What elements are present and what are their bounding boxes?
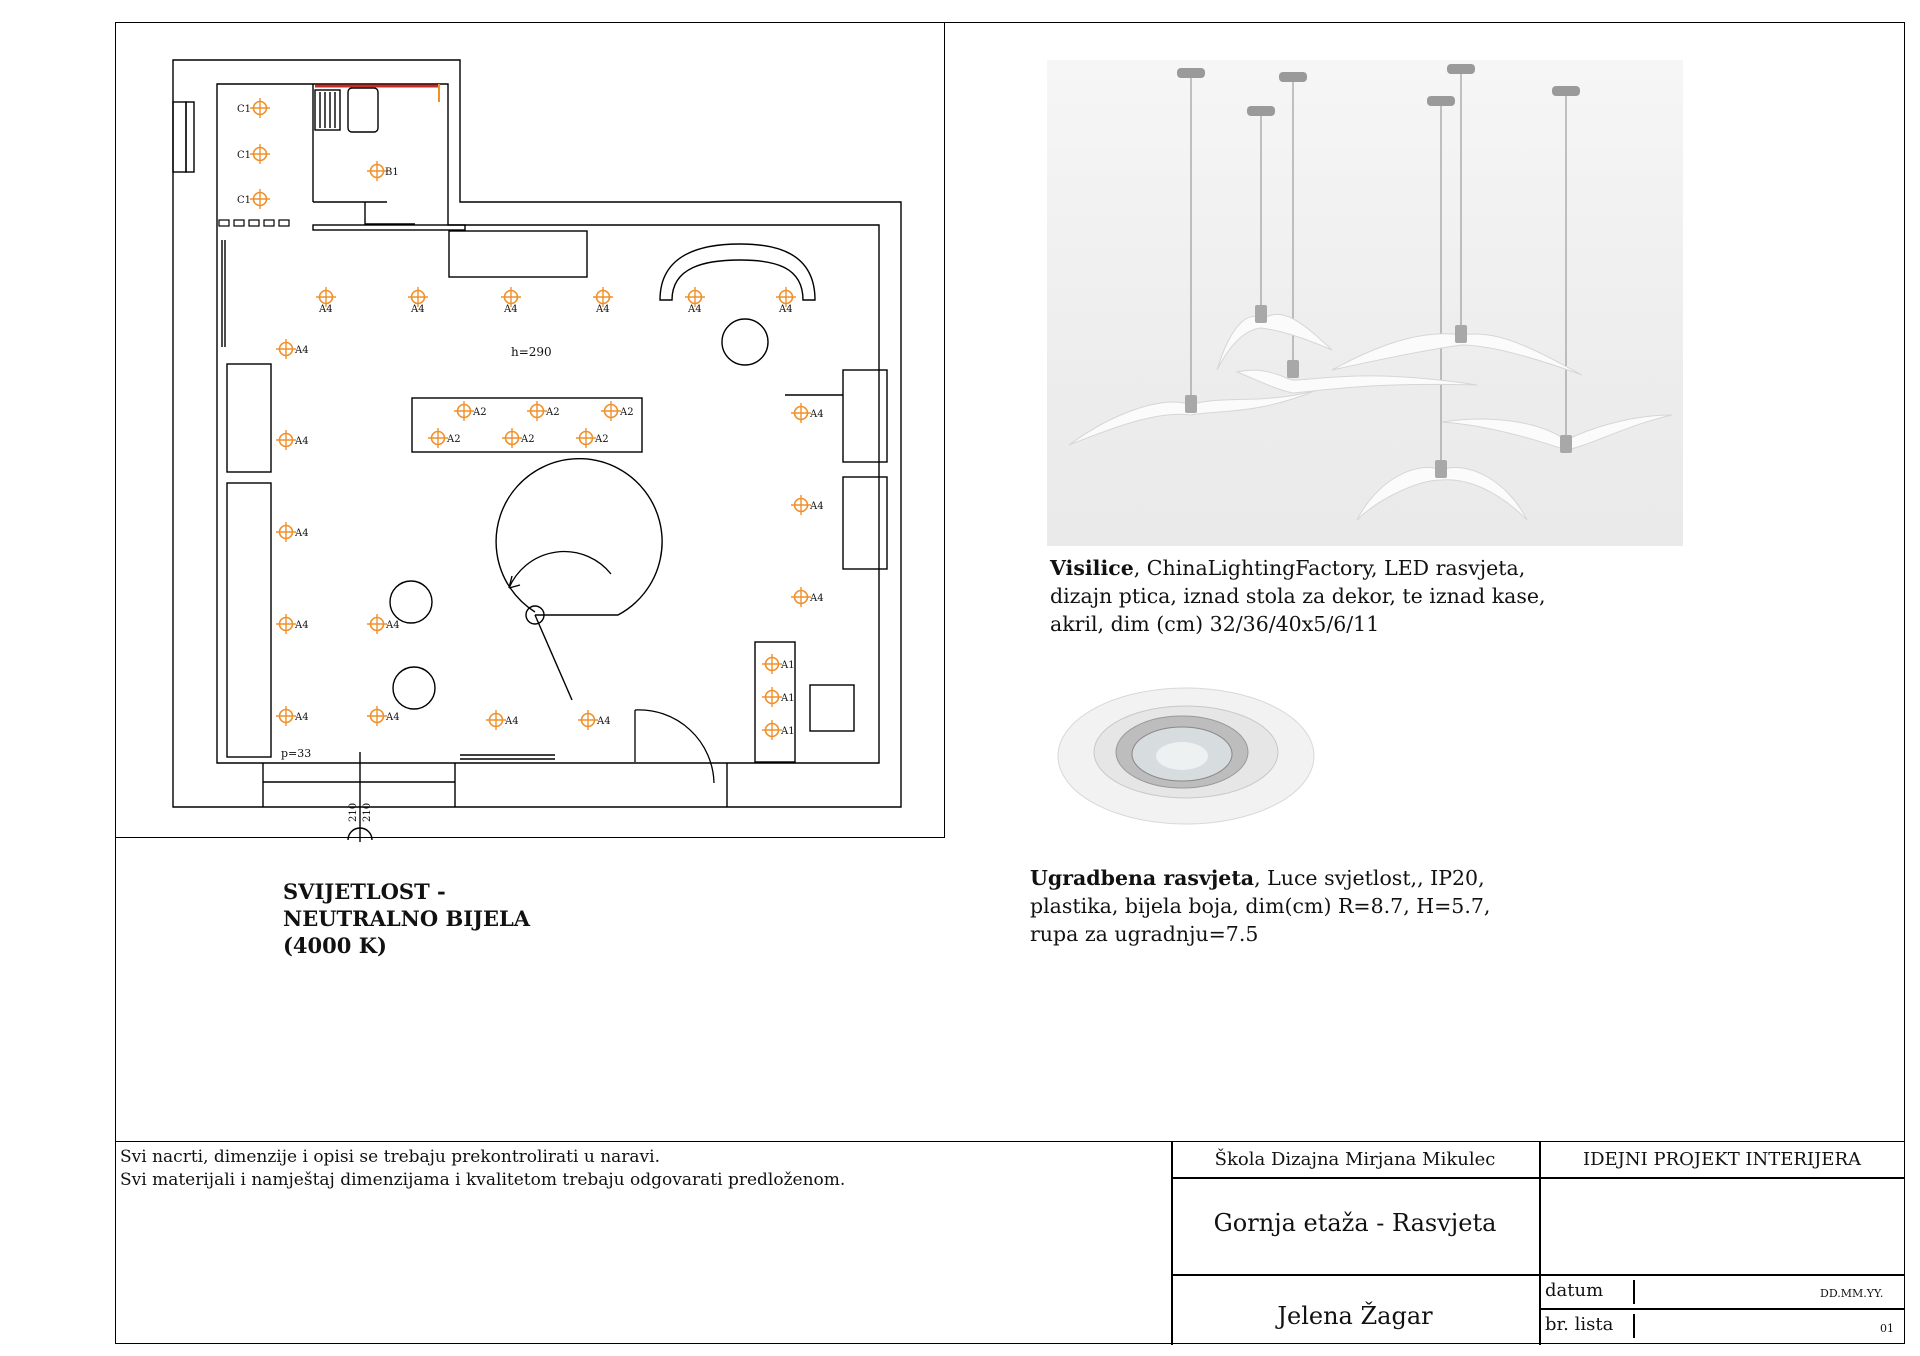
date-value: DD.MM.YY. [1820, 1287, 1884, 1300]
author-name: Jelena Žagar [1277, 1302, 1433, 1330]
pendant-details: , ChinaLightingFactory, LED rasvjeta, [1133, 556, 1526, 580]
fixture-label-c1: C1 [237, 195, 252, 206]
sheet-title: Gornja etaža - Rasvjeta [1213, 1209, 1497, 1237]
fixture-label-c1: C1 [237, 150, 252, 161]
fixture-label-a4: A4 [295, 620, 309, 631]
fixture-label-a2: A2 [521, 434, 535, 445]
pendant-light-photo [1047, 60, 1683, 546]
fixture-label-a4: A4 [411, 304, 425, 315]
lighting-color-label: SVIJETLOST - NEUTRALNO BIJELA (4000 K) [283, 879, 531, 958]
p-note: p=33 [281, 747, 312, 760]
recessed-details-line3: rupa za ugradnju=7.5 [1030, 922, 1259, 946]
fixture-label-a4: A4 [504, 304, 518, 315]
floor-plan [115, 22, 945, 842]
pendant-description [1050, 554, 1546, 638]
sheet-number-label: br. lista [1545, 1314, 1614, 1335]
fixture-label-a2: A2 [447, 434, 461, 445]
fixture-label-a4: A4 [596, 304, 610, 315]
fixture-label-a4: A4 [295, 712, 309, 723]
fixture-label-a2: A2 [473, 407, 487, 418]
fixture-label-a4: A4 [295, 528, 309, 539]
date-label: datum [1545, 1280, 1604, 1301]
fixture-label-a1: A1 [781, 693, 795, 704]
door-dim-right: 210 [362, 802, 373, 822]
fixture-label-c1: C1 [237, 104, 252, 115]
fixture-label-a4: A4 [319, 304, 333, 315]
fixture-label-a4: A4 [597, 716, 611, 727]
fixture-label-a2: A2 [546, 407, 560, 418]
fixture-label-a2: A2 [595, 434, 609, 445]
fixture-label-a4: A4 [295, 345, 309, 356]
fixture-label-a4: A4 [295, 436, 309, 447]
recessed-details: , Luce svjetlost,, IP20, [1254, 866, 1485, 890]
fixture-label-a4: A4 [810, 593, 824, 604]
fixture-label-a2: A2 [620, 407, 634, 418]
fixture-label-a4: A4 [688, 304, 702, 315]
fixture-label-a4: A4 [505, 716, 519, 727]
recessed-details-line2: plastika, bijela boja, dim(cm) R=8.7, H=5.7, [1030, 894, 1491, 918]
ceiling-height-note: h=290 [511, 345, 552, 359]
fixture-label-a4: A4 [810, 501, 824, 512]
fixture-label-a4: A4 [810, 409, 824, 420]
recessed-name: Ugradbena rasvjeta [1030, 866, 1255, 890]
project-type: IDEJNI PROJEKT INTERIJERA [1582, 1149, 1861, 1170]
fixture-label-b1: B1 [385, 167, 399, 178]
fixture-label-a1: A1 [781, 660, 795, 671]
door-dim-left: 210 [348, 802, 359, 822]
fixture-label-a4: A4 [779, 304, 793, 315]
sheet-number-value: 01 [1880, 1322, 1894, 1335]
fixture-label-a1: A1 [781, 726, 795, 737]
school-name: Škola Dizajna Mirjana Mikulec [1214, 1149, 1496, 1170]
pendant-details-line3: akril, dim (cm) 32/36/40x5/6/11 [1050, 612, 1380, 636]
recessed-description [1030, 864, 1490, 948]
recessed-light-photo [1052, 682, 1320, 836]
pendant-details-line2: dizajn ptica, iznad stola za dekor, te iznad kase, [1050, 584, 1546, 608]
general-note: Svi nacrti, dimenzije i opisi se trebaju prekontrolirati u naravi. Svi materijali i namještaj dimenzijama i kvalitetom trebaju odgovarati predloženom. [120, 1147, 846, 1190]
pendant-name: Visilice [1050, 556, 1134, 580]
title-block [115, 1141, 1905, 1344]
fixture-label-a4: A4 [386, 712, 400, 723]
fixture-label-a4: A4 [386, 620, 400, 631]
